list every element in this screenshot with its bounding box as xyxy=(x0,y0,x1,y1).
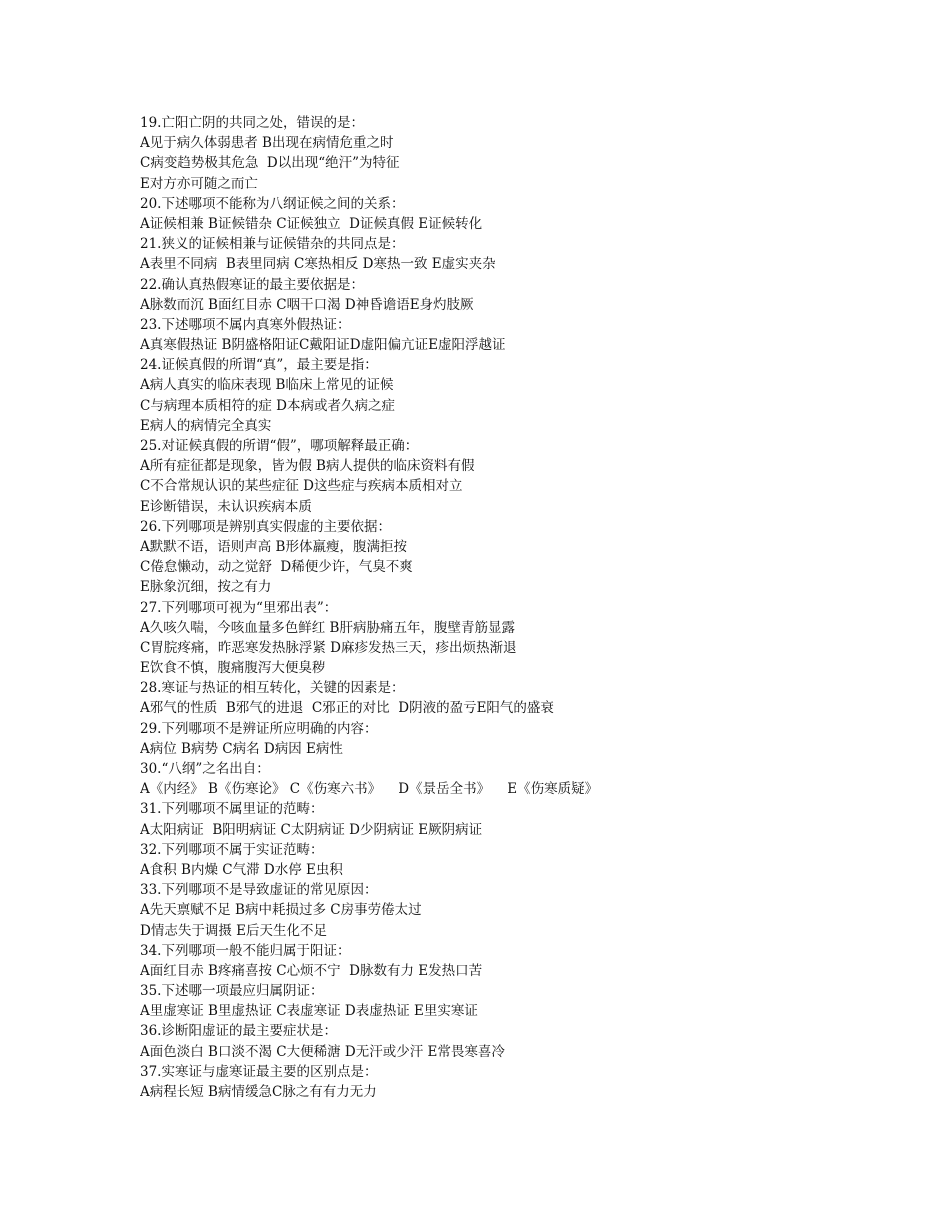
text-line: 31.下列哪项不属里证的范畴： xyxy=(140,801,324,818)
text-line: 26.下列哪项是辨别真实假虚的主要依据： xyxy=(140,518,391,535)
text-line: A默默不语，语则声高 B形体羸瘦，腹满拒按 xyxy=(140,538,407,555)
text-line: A先天禀赋不足 B病中耗损过多 C房事劳倦太过 xyxy=(140,902,422,919)
text-line: 19.亡阳亡阴的共同之处，错误的是： xyxy=(140,115,364,131)
text-line: A里虚寒证 B里虚热证 C表虚寒证 D表虚热证 E里实寒证 xyxy=(140,1003,478,1020)
text-line: E脉象沉细，按之有力 xyxy=(140,579,272,596)
text-line: A脉数而沉 B面红目赤 C咽干口渴 D神昏谵语E身灼肢厥 xyxy=(140,296,474,313)
text-line: 30.“八纲”之名出自： xyxy=(140,761,270,777)
text-line: A表里不同病 B表里同病 C寒热相反 D寒热一致 E虚实夹杂 xyxy=(140,256,496,273)
text-line: A邪气的性质 B邪气的进退 C邪正的对比 D阴液的盈亏E阳气的盛衰 xyxy=(140,700,554,717)
text-line: 36.诊断阳虚证的最主要症状是： xyxy=(140,1023,337,1040)
text-line: C与病理本质相符的症 D本病或者久病之症 xyxy=(140,397,395,414)
text-line: A太阳病证 B阳明病证 C太阴病证 D少阴病证 E厥阴病证 xyxy=(140,821,483,838)
text-line: D情志失于调摄 E后天生化不足 xyxy=(140,922,327,939)
text-line: 34.下列哪项一般不能归属于阳证： xyxy=(140,942,351,959)
text-line: 24.证候真假的所谓“真”，最主要是指： xyxy=(140,357,378,374)
text-line: A食积 B内燥 C气滞 D水停 E虫积 xyxy=(140,861,343,878)
text-line: A真寒假热证 B阴盛格阳证C戴阳证D虚阳偏亢证E虚阳浮越证 xyxy=(140,337,506,354)
text-line: 27.下列哪项可视为“里邪出表”： xyxy=(140,599,338,616)
text-line: A病人真实的临床表现 B临床上常见的证候 xyxy=(140,377,394,394)
text-line: A证候相兼 B证候错杂 C证候独立 D证候真假 E证候转化 xyxy=(140,215,483,232)
text-line: E诊断错误，未认识疾病本质 xyxy=(140,498,312,515)
text-line: 29.下列哪项不是辨证所应明确的内容： xyxy=(140,720,378,737)
text-line: C不合常规认识的某些症征 D这些症与疾病本质相对立 xyxy=(140,478,463,495)
text-line: 20.下述哪项不能称为八纲证候之间的关系： xyxy=(140,195,405,212)
text-line: C病变趋势极其危急 D以出现“绝汗”为特征 xyxy=(140,155,400,172)
text-line: 22.确认真热假寒证的最主要依据是： xyxy=(140,276,364,293)
document-text xyxy=(140,113,900,1102)
text-line: A久咳久喘，今咳血量多色鲜红 B肝病胁痛五年，腹壁青筋显露 xyxy=(140,619,515,636)
text-line: 28.寒证与热证的相互转化，关键的因素是： xyxy=(140,680,405,697)
text-line: C倦怠懒动，动之觉舒 D稀便少许，气臭不爽 xyxy=(140,559,413,576)
text-line: A面色淡白 B口淡不渴 C大便稀溏 D无汗或少汗 E常畏寒喜冷 xyxy=(140,1043,505,1060)
text-line: 23.下述哪项不属内真寒外假热证： xyxy=(140,316,351,333)
text-line: E病人的病情完全真实 xyxy=(140,417,272,434)
text-line: C胃脘疼痛，昨恶寒发热脉浮紧 D麻疹发热三天，疹出烦热渐退 xyxy=(140,639,517,656)
text-line: A面红目赤 B疼痛喜按 C心烦不宁 D脉数有力 E发热口苦 xyxy=(140,962,483,979)
text-line: E饮食不慎，腹痛腹泻大便臭秽 xyxy=(140,660,326,677)
text-line: 35.下述哪一项最应归属阴证： xyxy=(140,983,324,1000)
text-line: A病位 B病势 C病名 D病因 E病性 xyxy=(140,740,343,757)
text-line: 32.下列哪项不属于实证范畴： xyxy=(140,841,324,858)
text-line: 37.实寒证与虚寒证最主要的区别点是： xyxy=(140,1063,378,1080)
text-line: A见于病久体弱患者 B出现在病情危重之时 xyxy=(140,135,394,152)
text-line: A《内经》 B《伤寒论》 C《伤寒六书》 D《景岳全书》 E《伤寒质疑》 xyxy=(140,781,599,798)
text-line: 33.下列哪项不是导致虚证的常见原因： xyxy=(140,882,378,899)
text-line: A所有症征都是现象，皆为假 B病人提供的临床资料有假 xyxy=(140,458,475,475)
text-line: 21.狭义的证候相兼与证候错杂的共同点是： xyxy=(140,236,405,253)
text-line: E对方亦可随之而亡 xyxy=(140,175,258,192)
text-line: 25.对证候真假的所谓“假”，哪项解释最正确： xyxy=(140,438,419,454)
text-line: A病程长短 B病情缓急C脉之有有力无力 xyxy=(140,1084,377,1100)
